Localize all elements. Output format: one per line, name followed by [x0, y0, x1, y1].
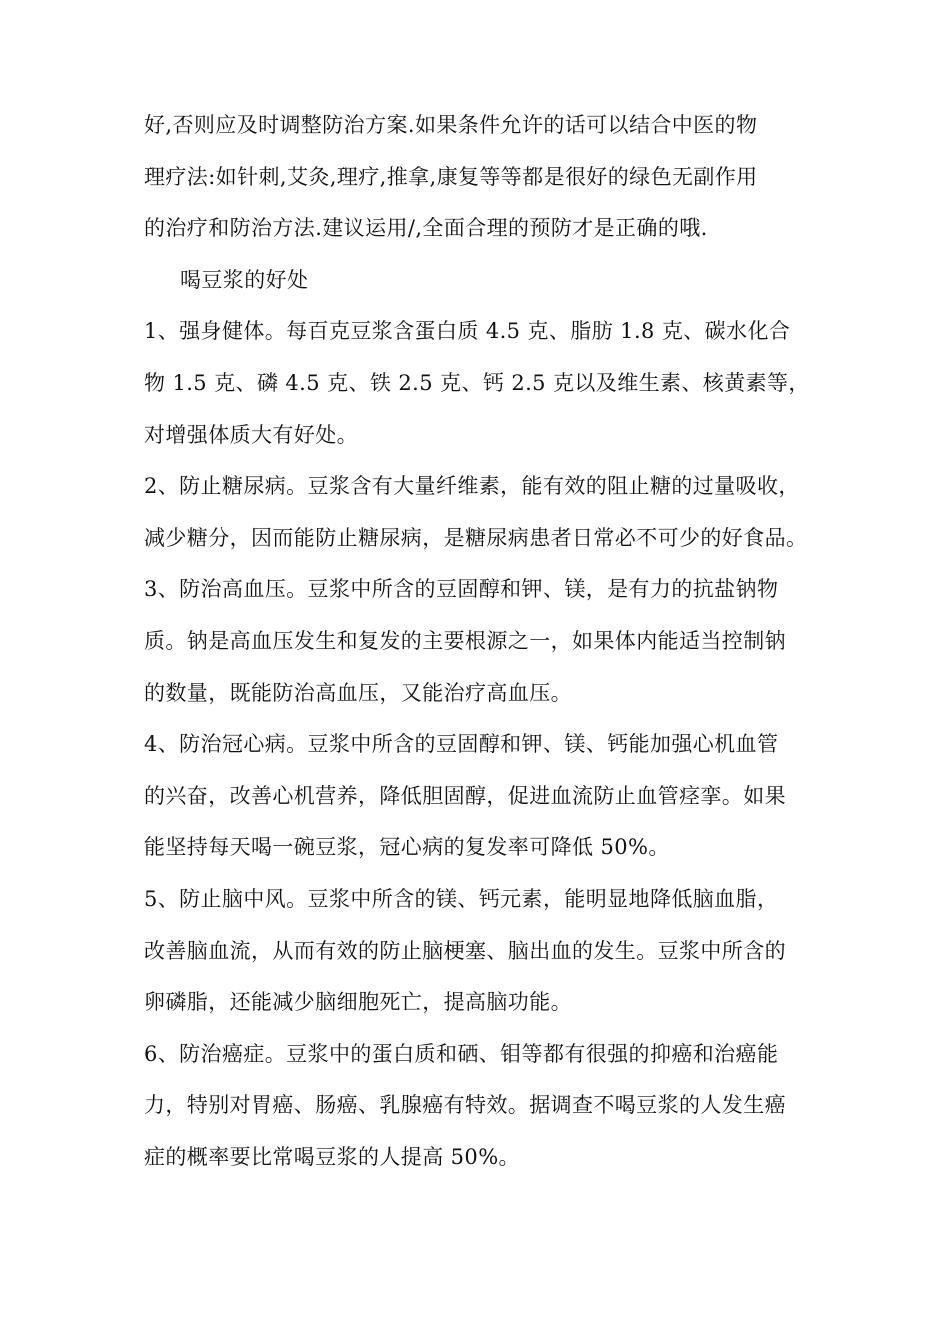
document-body [144, 100, 812, 1183]
text-line: 能坚持每天喝一碗豆浆，冠心病的复发率可降低 50%。 [144, 835, 670, 860]
text-line: 1、强身健体。每百克豆浆含蛋白质 4.5 克、脂肪 1.8 克、碳水化合 [144, 319, 791, 344]
text-line: 的数量，既能防治高血压，又能治疗高血压。 [144, 680, 572, 705]
text-line: 6、防治癌症。豆浆中的蛋白质和硒、钼等都有很强的抑癌和治癌能 [144, 1041, 779, 1066]
text-line: 理疗法:如针刺,艾灸,理疗,推拿,康复等等都是很好的绿色无副作用 [144, 164, 758, 189]
text-line: 的兴奋，改善心机营养，降低胆固醇，促进血流防止血管痉挛。如果 [144, 783, 786, 808]
text-line: 改善脑血流，从而有效的防止脑梗塞、脑出血的发生。豆浆中所含的 [144, 938, 786, 963]
text-line: 减少糖分，因而能防止糖尿病，是糖尿病患者日常必不可少的好食品。 [144, 525, 808, 550]
section-heading: 喝豆浆的好处 [180, 267, 309, 292]
text-line: 症的概率要比常喝豆浆的人提高 50%。 [144, 1144, 520, 1169]
text-line: 的治疗和防治方法.建议运用/,全面合理的预防才是正确的哦. [144, 216, 708, 241]
text-line: 2、防止糖尿病。豆浆含有大量纤维素，能有效的阻止糖的过量吸收， [144, 474, 800, 499]
text-line: 卵磷脂，还能减少脑细胞死亡，提高脑功能。 [144, 990, 572, 1015]
text-line: 物 1.5 克、磷 4.5 克、铁 2.5 克、钙 2.5 克以及维生素、核黄素等， [144, 370, 810, 395]
text-line: 力，特别对胃癌、肠癌、乳腺癌有特效。据调查不喝豆浆的人发生癌 [144, 1093, 786, 1118]
text-line: 5、防止脑中风。豆浆中所含的镁、钙元素，能明显地降低脑血脂， [144, 886, 779, 911]
text-line: 3、防治高血压。豆浆中所含的豆固醇和钾、镁，是有力的抗盐钠物 [144, 577, 779, 602]
text-line: 对增强体质大有好处。 [144, 422, 358, 447]
text-line: 好,否则应及时调整防治方案.如果条件允许的话可以结合中医的物 [144, 113, 758, 137]
text-line: 质。钠是高血压发生和复发的主要根源之一，如果体内能适当控制钠 [144, 628, 786, 653]
text-line: 4、防治冠心病。豆浆中所含的豆固醇和钾、镁、钙能加强心机血管 [144, 732, 779, 757]
